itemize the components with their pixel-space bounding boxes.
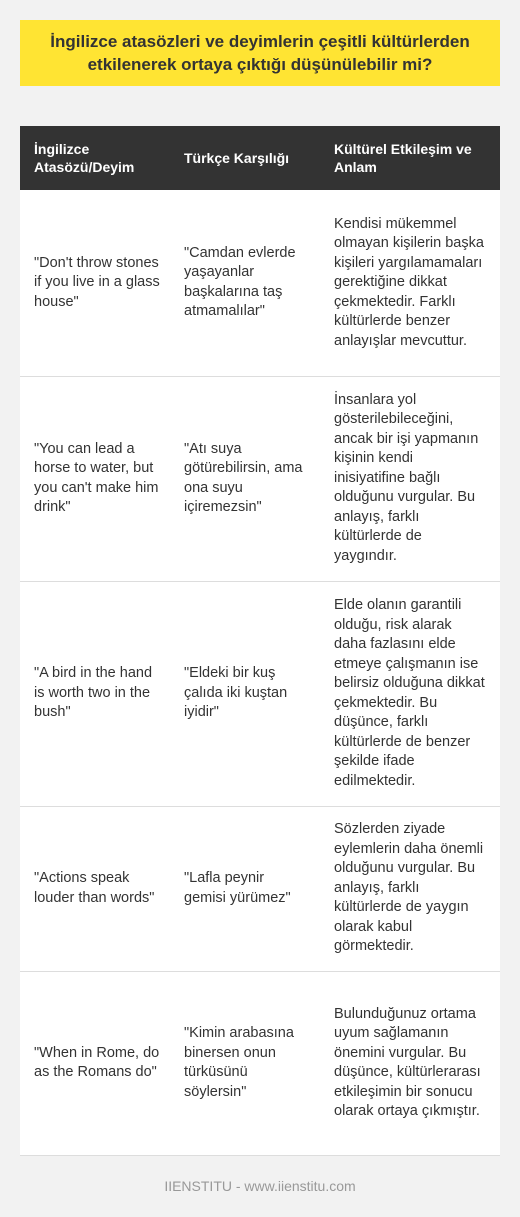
table-row — [20, 376, 500, 581]
table-header — [20, 126, 500, 190]
cultural-meaning-cell: Elde olanın garantili olduğu, risk alarak daha fazlasını elde etmeye çalışmanın ise belirsiz olduğuna dikkat çekmektedir. Bu düşünce, farklı kültürlerde de benzer şekilde ifade edilmektedir. — [320, 581, 500, 806]
english-proverb-cell: "You can lead a horse to water, but you can't make him drink" — [20, 376, 170, 581]
footer-attribution: IIENSTITU - www.iienstitu.com — [164, 1178, 356, 1194]
english-proverb-cell: "Don't throw stones if you live in a glass house" — [20, 190, 170, 376]
cultural-meaning-cell: Bulunduğunuz ortama uyum sağlamanın önemini vurgular. Bu düşünce, kültürlerarası etkileşimin bir sonucu olarak ortaya çıkmıştır. — [320, 971, 500, 1155]
proverbs-table — [20, 126, 500, 1156]
english-proverb-cell: "Actions speak louder than words" — [20, 806, 170, 971]
header-turkish-equivalent: Türkçe Karşılığı — [170, 126, 320, 190]
cultural-meaning-cell: Kendisi mükemmel olmayan kişilerin başka kişileri yargılamamaları gerektiğine dikkat çekmektedir. Farklı kültürlerde benzer anlayışlar mevcuttur. — [320, 190, 500, 376]
english-proverb-cell: "When in Rome, do as the Romans do" — [20, 971, 170, 1155]
turkish-equivalent-cell: "Camdan evlerde yaşayanlar başkalarına taş atmamalılar" — [170, 190, 320, 376]
turkish-equivalent-cell: "Kimin arabasına binersen onun türküsünü söylersin" — [170, 971, 320, 1155]
english-proverb-cell: "A bird in the hand is worth two in the bush" — [20, 581, 170, 806]
page-title: İngilizce atasözleri ve deyimlerin çeşitli kültürlerden etkilenerek ortaya çıktığı düşünülebilir mi? — [50, 32, 470, 74]
cultural-meaning-cell: Sözlerden ziyade eylemlerin daha önemli olduğunu vurgular. Bu anlayış, farklı kültürlerde de yaygın olarak kabul görmektedir. — [320, 806, 500, 971]
cultural-meaning-cell: İnsanlara yol gösterilebileceğini, ancak bir işi yapmanın kişinin kendi inisiyatifine bağlı olduğunu vurgular. Bu anlayış, farklı kültürlerde de yaygındır. — [320, 376, 500, 581]
turkish-equivalent-cell: "Lafla peynir gemisi yürümez" — [170, 806, 320, 971]
table-row — [20, 806, 500, 971]
header-english-proverb: İngilizce Atasözü/Deyim — [20, 126, 170, 190]
table-row — [20, 581, 500, 806]
title-banner — [20, 20, 500, 86]
header-cultural-meaning: Kültürel Etkileşim ve Anlam — [320, 126, 500, 190]
table-row — [20, 190, 500, 376]
table-row — [20, 971, 500, 1155]
turkish-equivalent-cell: "Eldeki bir kuş çalıda iki kuştan iyidir" — [170, 581, 320, 806]
turkish-equivalent-cell: "Atı suya götürebilirsin, ama ona suyu içiremezsin" — [170, 376, 320, 581]
